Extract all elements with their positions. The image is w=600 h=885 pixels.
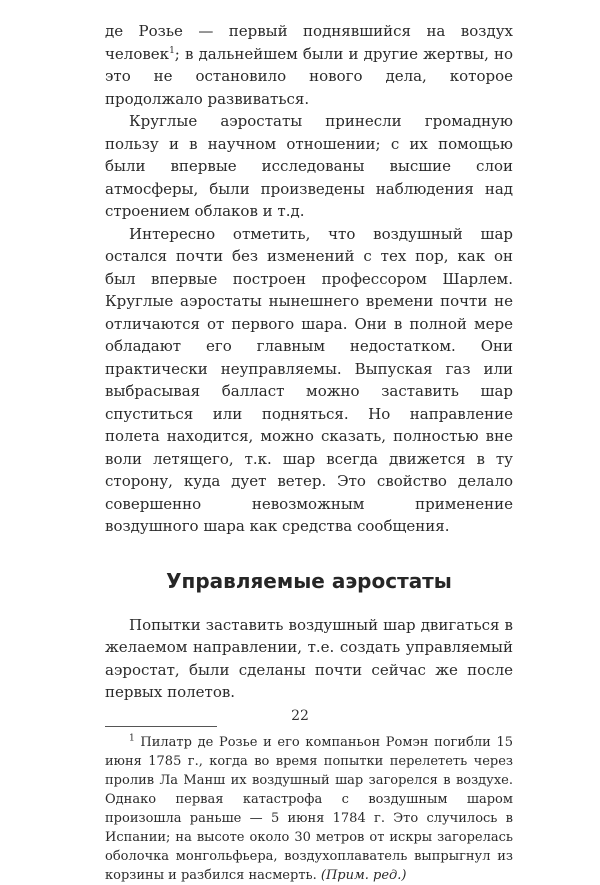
- footnote: [105, 733, 513, 885]
- paragraph-1-tail: ; в дальнейшем были и другие жертвы, но это не остановило нового дела, которое продолжало развиваться.: [105, 44, 513, 108]
- footnote-divider: [105, 726, 217, 727]
- footnote-marker: 1: [129, 733, 135, 744]
- page-number: 22: [291, 708, 309, 724]
- section-paragraph-1: Попытки заставить воздушный шар двигаться в желаемом направлении, т.е. создать управляемый аэростат, были сделаны почти сейчас же после первых полетов.: [105, 615, 513, 701]
- footnote-text: Пилатр де Розье и его компаньон Ромэн погибли 15 июня 1785 г., когда во время попытки перелететь через пролив Ла Манш их воздушный шар загорелся в воздухе. Однако первая катастрофа с воздушным шаром произошла раньше — 5 июня 1784 г. Это случилось в Испании; на высоте около 30 метров от искры загорелась оболочка монгольфьера, воздухоплаватель выпрыгнул из корзины и разбился насмерть.: [105, 734, 513, 883]
- paragraph-1-text: де Розье — первый поднявшийся на воздух человек: [105, 22, 513, 63]
- page-content: [105, 20, 513, 885]
- footnote-reference[interactable]: 1: [169, 45, 175, 56]
- footnote-editor-note: (Прим. ред.): [320, 867, 407, 883]
- paragraph-1: [105, 20, 513, 110]
- section-heading: Управляемые аэростаты: [166, 568, 452, 593]
- paragraph-3: Интересно отметить, что воздушный шар остался почти без изменений с тех пор, как он был впервые построен профессором Шарлем. Круглые аэростаты нынешнего времени почти не отличаются от первого шара. Они в полной мере обладают его главным недостатком. Они практически неуправляемы. Выпуская газ или выбрасывая балласт можно заставить шар спуститься или подняться. Но направление полета находится, можно сказать, полностью вне воли летящего, т.к. шар всегда движется в ту сторону, куда дует ветер. Это свойство делало совершенно невозможным применение воздушного шара как средства сообщения.: [105, 224, 513, 535]
- paragraph-2: Круглые аэростаты принесли громадную пользу и в научном отношении; с их помощью были впервые исследованы высшие слои атмосферы, были произведены наблюдения над строением облаков и т.д.: [105, 112, 513, 220]
